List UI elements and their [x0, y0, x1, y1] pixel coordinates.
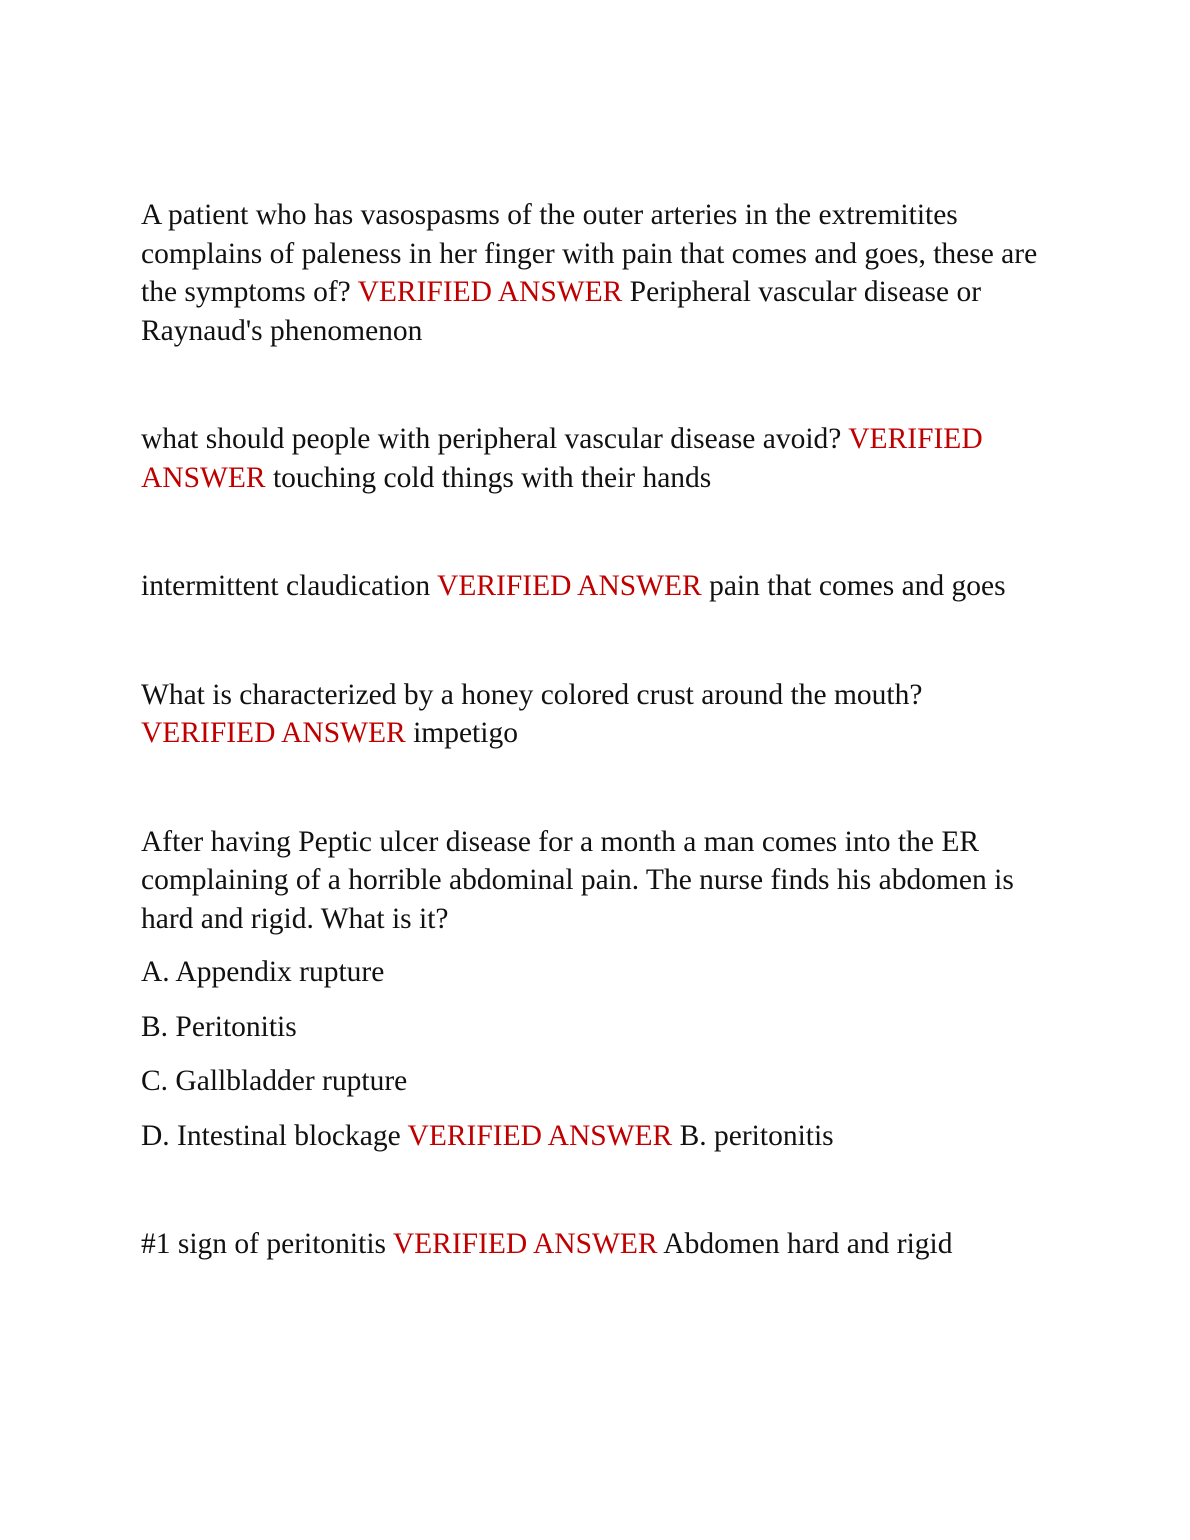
qa-item-1	[141, 196, 1046, 350]
question-text: After having Peptic ulcer disease for a month a man comes into the ER complaining of a horrible abdominal pain. The nurse finds his abdomen is hard and rigid. What is it?	[141, 825, 1014, 935]
question-text: intermittent claudication	[141, 570, 431, 602]
question-text: What is characterized by a honey colored crust around the mouth?	[141, 678, 923, 711]
verified-answer-label: VERIFIED ANSWER	[407, 1119, 673, 1152]
verified-answer-label: VERIFIED ANSWER	[141, 423, 983, 494]
option-a: A. Appendix rupture	[141, 956, 385, 988]
answer-options	[141, 953, 1046, 1155]
qa-item-5	[141, 823, 1046, 1156]
qa-item-2	[141, 420, 1046, 497]
answer-text: pain that comes and goes	[709, 570, 1006, 602]
answer-text: B. peritonitis	[679, 1119, 834, 1152]
answer-text: touching cold things with their hands	[272, 461, 712, 494]
option-c: C. Gallbladder rupture	[141, 1065, 408, 1097]
qa-list	[141, 196, 1046, 1264]
verified-answer-label: VERIFIED ANSWER	[141, 717, 406, 749]
verified-answer-label: VERIFIED ANSWER	[392, 1228, 658, 1260]
answer-text: Abdomen hard and rigid	[663, 1228, 953, 1260]
question-text: what should people with peripheral vascular disease avoid?	[141, 423, 842, 455]
question-text: A patient who has vasospasms of the outer arteries in the extremitites complains of paleness in her finger with pain that comes and goes, these are the symptoms of?	[141, 199, 1038, 308]
qa-item-4	[141, 676, 1046, 753]
answer-text: impetigo	[413, 717, 518, 749]
option-b: B. Peritonitis	[141, 1010, 297, 1043]
option-d-text: D. Intestinal blockage	[141, 1119, 401, 1152]
question-text: #1 sign of peritonitis	[141, 1228, 387, 1260]
qa-item-6	[141, 1225, 1046, 1264]
qa-item-3	[141, 567, 1046, 606]
option-d	[141, 1117, 1046, 1156]
answer-text: Peripheral vascular disease or Raynaud's phenomenon	[141, 276, 982, 347]
verified-answer-label: VERIFIED ANSWER	[357, 276, 623, 308]
verified-answer-label: VERIFIED ANSWER	[437, 570, 702, 602]
